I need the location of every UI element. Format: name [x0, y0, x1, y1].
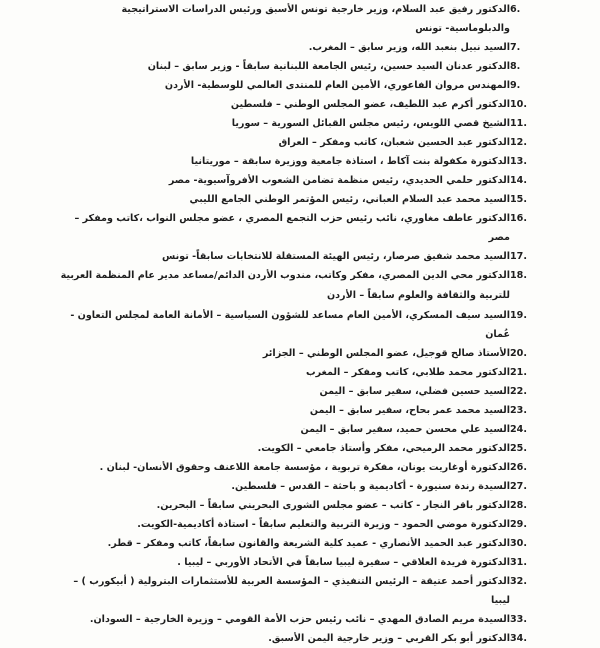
list-item: [60, 209, 536, 247]
item-text: السيد علي محسن حميد، سفير سابق – اليمن: [300, 424, 510, 435]
item-number: 24.: [510, 424, 527, 435]
list-item: [60, 477, 536, 496]
list-item: [60, 114, 536, 133]
item-text: الدكتورة فريدة العلاقي – سفيرة ليبيا سابقاً في الأتحاد الأوربي – ليبيا .: [177, 557, 510, 568]
item-number: 25.: [510, 443, 527, 454]
list-item: [60, 382, 536, 401]
item-number: 26.: [510, 462, 527, 473]
item-text: الدكتور حلمي الحديدي، رئيس منظمة تضامن الشعوب الأفروآسيوية- مصر: [168, 175, 510, 186]
item-number: 19.: [510, 310, 527, 321]
list-item: [60, 420, 536, 439]
list-item: [60, 266, 536, 306]
item-text: الدكتور عبد الحسين شعبان، كاتب ومفكر – العراق: [278, 137, 510, 148]
item-text: المهندس مروان الفاعوري، الأمين العام للمنتدى العالمي للوسطية- الأردن: [164, 80, 510, 91]
item-text: السيد محمد عمر بحاح، سفير سابق – اليمن: [309, 405, 510, 416]
item-text: الدكتور محمد الرميحي، مفكر وأستاذ جامعي – الكويت.: [257, 443, 510, 454]
item-number: 21.: [510, 367, 527, 378]
item-number: 16.: [510, 213, 527, 224]
list-item: [60, 133, 536, 152]
list-item: [60, 344, 536, 363]
list-item: [60, 306, 536, 344]
item-number: 8.: [510, 61, 521, 72]
item-number: 7.: [510, 42, 521, 53]
item-number: 23.: [510, 405, 527, 416]
item-text: الدكتور باقر النجار - كاتب – عضو مجلس الشورى البحريني سابقاً – البحرين.: [156, 500, 510, 511]
list-item: [60, 458, 536, 477]
item-text: الدكتور محمد طلابي، كاتب ومفكر – المغرب: [305, 367, 510, 378]
item-number: 17.: [510, 251, 527, 262]
item-text: الأستاذ صالح قوجيل، عضو المجلس الوطني – الجزائر: [262, 348, 510, 359]
item-number: 28.: [510, 500, 527, 511]
item-text: الدكتور أبو بكر القربي – وزير خارجية اليمن الأسبق.: [268, 633, 510, 644]
item-number: 20.: [510, 348, 527, 359]
item-text: السيد محمد شفيق صرصار، رئيس الهيئة المستقلة للانتخابات سابقاً- تونس: [162, 251, 510, 262]
item-text: الدكتور عبد الحميد الأنصاري - عميد كلية الشريعة والقانون سابقاً، كاتب ومفكر – قطر.: [107, 538, 510, 549]
item-text: الدكتور رفيق عبد السلام، وزير خارجية تونس الأسبق ورئيس الدراسات الاستراتيجية والدبلوماسية- تونس: [121, 4, 510, 34]
list-item: [60, 629, 536, 648]
item-text: الدكتور محي الدين المصري، مفكر وكاتب، مندوب الأردن الدائم/مساعد مدير عام المنظمة العربية للتربية والثقافة والعلوم سابقاً – الأردن: [60, 270, 510, 301]
item-number: 31.: [510, 557, 527, 568]
item-text: الدكتور عاطف مغاوري، نائب رئيس حزب التجمع المصري ، عضو مجلس النواب ،كاتب ومفكر – مصر: [74, 213, 510, 243]
item-text: الدكتور أكرم عبد اللطيف، عضو المجلس الوطني – فلسطين: [230, 99, 510, 110]
list-item: [60, 553, 536, 572]
item-number: 15.: [510, 194, 527, 205]
list-item: [60, 38, 536, 57]
list-item: [60, 95, 536, 114]
list-item: [60, 572, 536, 610]
item-text: السيد سيف المسكري، الأمين العام مساعد للشؤون السياسية – الأمانة العامة لمجلس التعاون - عُمان: [70, 310, 510, 340]
item-number: 22.: [510, 386, 527, 397]
list-item: [60, 401, 536, 420]
item-text: الدكتورة موضي الحمود – وزيرة التربية والتعليم سابقاً - استاذة أكاديمية-الكويت.: [137, 519, 510, 530]
list-item: [60, 171, 536, 190]
item-number: 32.: [510, 576, 527, 587]
item-number: 18.: [510, 270, 527, 281]
list-item: [60, 57, 536, 76]
item-number: 9.: [510, 80, 521, 91]
item-text: الشيخ قصي اللويس، رئيس مجلس القبائل السورية – سوريا: [231, 118, 510, 129]
signatories-list: [60, 0, 536, 648]
item-text: الدكتورة أوغاريت يونان، مفكرة تربوية ، مؤسسة جامعة اللاعنف وحقوق الأنسان- لبنان .: [99, 462, 510, 473]
item-text: السيدة مريم الصادق المهدي – نائب رئيس حزب الأمة القومي – وزيرة الخارجية – السودان.: [89, 614, 510, 625]
list-item: [60, 247, 536, 266]
item-text: الدكتور عدنان السيد حسين، رئيس الجامعة اللبنانية سابقاً - وزير سابق – لبنان: [147, 61, 510, 72]
list-item: [60, 496, 536, 515]
list-item: [60, 152, 536, 171]
list-item: [60, 515, 536, 534]
list-item: [60, 610, 536, 629]
list-item: [60, 76, 536, 95]
list-item: [60, 363, 536, 382]
item-text: السيدة رندة سنيورة - أكاديمية و باحثة – القدس – فلسطين.: [231, 481, 510, 492]
item-number: 27.: [510, 481, 527, 492]
list-item: [60, 190, 536, 209]
item-text: الدكتورة مكفولة بنت آكاط ، استاذة جامعية ووزيرة سابقة – موريتانيا: [190, 156, 510, 167]
item-number: 33.: [510, 614, 527, 625]
item-number: 11.: [510, 118, 527, 129]
item-number: 13.: [510, 156, 527, 167]
item-number: 30.: [510, 538, 527, 549]
list-item: [60, 0, 536, 38]
item-number: 14.: [510, 175, 527, 186]
item-number: 12.: [510, 137, 527, 148]
item-number: 29.: [510, 519, 527, 530]
item-number: 6.: [510, 4, 521, 15]
item-text: السيد حسين فضلي، سفير سابق – اليمن: [319, 386, 510, 397]
list-item: [60, 439, 536, 458]
item-number: 10.: [510, 99, 527, 110]
item-text: الدكتور أحمد عتيقة – الرئيس التنفيذي – المؤسسة العربية للأستثمارات البترولية ( أبيكورب ) – ليبيا: [73, 576, 510, 606]
item-text: السيد نبيل بنعبد الله، وزير سابق – المغرب.: [308, 42, 510, 53]
item-number: 34.: [510, 633, 527, 644]
list-item: [60, 534, 536, 553]
item-text: السيد محمد عبد السلام العباني، رئيس المؤتمر الوطني الجامع الليبي: [189, 194, 510, 205]
